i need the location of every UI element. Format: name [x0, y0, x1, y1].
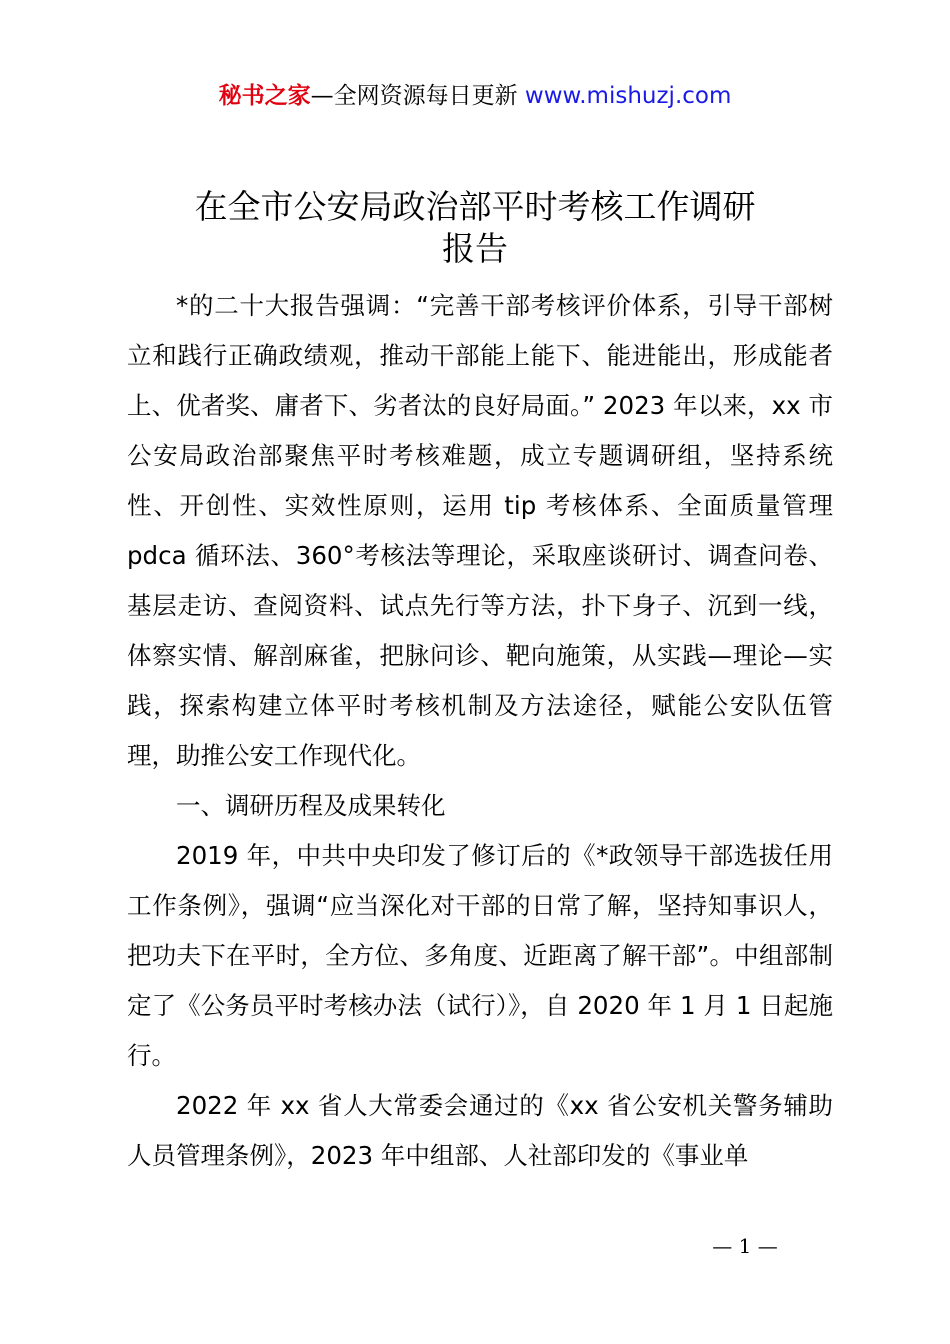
title-line-2: 报告: [442, 229, 508, 268]
document-title: [0, 186, 950, 270]
section-heading: 一、调研历程及成果转化: [176, 791, 446, 820]
paragraph-intro: *的二十大报告强调：“完善干部考核评价体系，引导干部树立和践行正确政绩观，推动干部能上能下、能进能出，形成能者上、优者奖、庸者下、劣者汰的良好局面。” 2023 年以来，xx 市公安局政治部聚焦平时考核难题，成立专题调研组，坚持系统性、开创性、实效性原则，运用 tip 考核体系、全面质量管理 pdca 循环法、360°考核法等理论，采取座谈研讨、调查问卷、基层走访、查阅资料、试点先行等方法，扑下身子、沉到一线，体察实情、解剖麻雀，把脉问诊、靶向施策，从实践—理论—实践，探索构建立体平时考核机制及方法途径，赋能公安队伍管理，助推公安工作现代化。: [127, 291, 833, 770]
site-tagline: —全网资源每日更新: [310, 83, 525, 109]
title-line-1: 在全市公安局政治部平时考核工作调研: [194, 187, 756, 226]
document-body: [127, 281, 833, 1181]
paragraph-2022: 2022 年 xx 省人大常委会通过的《xx 省公安机关警务辅助人员管理条例》，2023 年中组部、人社部印发的《事业单: [127, 1091, 833, 1170]
site-url-link[interactable]: www.mishuzj.com: [524, 83, 732, 109]
site-header: [0, 80, 950, 112]
page-number: — 1 —: [712, 1234, 778, 1258]
paragraph-2019: 2019 年，中共中央印发了修订后的《*政领导干部选拔任用工作条例》，强调“应当深化对干部的日常了解，坚持知事识人，把功夫下在平时，全方位、多角度、近距离了解干部”。中组部制定了《公务员平时考核办法（试行）》，自 2020 年 1 月 1 日起施行。: [127, 841, 833, 1070]
site-brand: 秘书之家: [218, 83, 311, 109]
